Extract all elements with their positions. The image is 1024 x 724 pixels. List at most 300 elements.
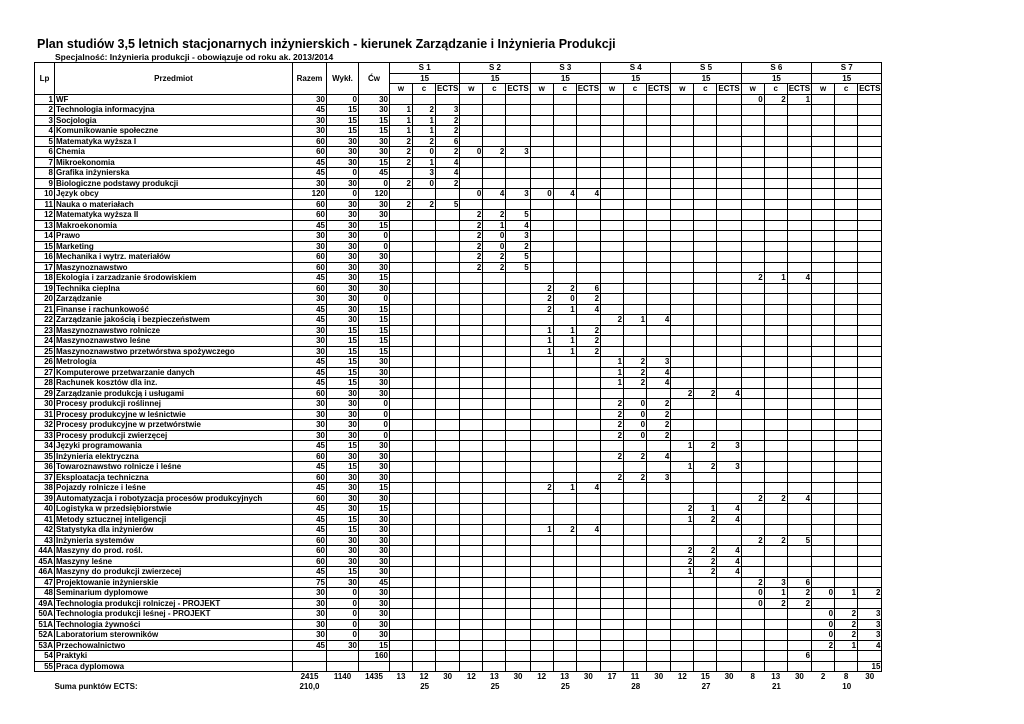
row-sem-lecture: [671, 315, 694, 326]
row-sem-exercise: [553, 640, 576, 651]
table-row: [35, 252, 882, 263]
row-sem-lecture: [530, 388, 553, 399]
row-subject-name: Makroekonomia: [55, 220, 293, 231]
row-sem-lecture: [460, 388, 483, 399]
row-sem-lecture: [530, 556, 553, 567]
row-lecture-hours: [327, 661, 359, 672]
row-sem-exercise: [835, 346, 858, 357]
row-lp: 11: [35, 199, 55, 210]
row-sem-exercise: [764, 504, 787, 515]
header-weeks: 15: [460, 73, 530, 84]
row-sem-exercise: [483, 661, 506, 672]
row-sem-ects: [436, 577, 460, 588]
row-sem-lecture: [601, 273, 624, 284]
totals-sem-value: 12: [537, 672, 547, 682]
row-sem-exercise: [835, 514, 858, 525]
row-lp: 2: [35, 105, 55, 116]
row-sem-exercise: [483, 168, 506, 179]
row-sem-exercise: [413, 231, 436, 242]
row-lp: 17: [35, 262, 55, 273]
row-sem-ects: [858, 294, 882, 305]
table-row: [35, 210, 882, 221]
row-sem-ects: [436, 399, 460, 410]
row-sem-exercise: 1: [553, 325, 576, 336]
header-sub-w: w: [741, 84, 764, 95]
row-sem-ects: [858, 178, 882, 189]
row-sem-ects: 2: [787, 588, 811, 599]
row-sem-lecture: [601, 115, 624, 126]
row-sem-exercise: [483, 346, 506, 357]
row-sem-exercise: [694, 598, 717, 609]
table-row: [35, 262, 882, 273]
row-sem-lecture: [460, 535, 483, 546]
row-sem-ects: [576, 168, 600, 179]
row-sem-exercise: [483, 472, 506, 483]
row-sem-ects: 2: [506, 241, 530, 252]
row-total-hours: 30: [293, 619, 327, 630]
row-lp: 53A: [35, 640, 55, 651]
table-row: [35, 630, 882, 641]
row-sem-ects: [858, 210, 882, 221]
row-sem-ects: [717, 378, 741, 389]
row-sem-ects: [787, 388, 811, 399]
row-sem-ects: [858, 556, 882, 567]
row-sem-ects: [858, 231, 882, 242]
row-subject-name: Rachunek kosztów dla inz.: [55, 378, 293, 389]
row-sem-ects: [506, 105, 530, 116]
row-sem-exercise: [624, 262, 647, 273]
row-sem-ects: [647, 630, 671, 641]
row-sem-ects: [436, 472, 460, 483]
row-sem-lecture: [741, 126, 764, 137]
row-sem-exercise: [694, 451, 717, 462]
row-sem-lecture: 2: [390, 147, 413, 158]
row-subject-name: Inżynieria elektryczna: [55, 451, 293, 462]
row-sem-exercise: [553, 357, 576, 368]
row-sem-exercise: 3: [413, 168, 436, 179]
row-total-hours: 30: [293, 630, 327, 641]
row-sem-ects: [576, 315, 600, 326]
row-sem-lecture: 1: [390, 105, 413, 116]
table-row: [35, 147, 882, 158]
row-sem-lecture: [390, 241, 413, 252]
row-sem-ects: [576, 157, 600, 168]
row-sem-exercise: [553, 241, 576, 252]
row-sem-ects: [647, 640, 671, 651]
row-sem-ects: 2: [787, 598, 811, 609]
row-sem-lecture: [741, 609, 764, 620]
table-row: [35, 598, 882, 609]
row-subject-name: Mikroekonomia: [55, 157, 293, 168]
ects-sum-semester: 25: [560, 681, 570, 691]
row-sem-lecture: [671, 147, 694, 158]
row-sem-exercise: [764, 651, 787, 662]
header-subject: Przedmiot: [55, 63, 293, 95]
row-sem-lecture: [530, 115, 553, 126]
row-sem-ects: [436, 451, 460, 462]
row-sem-lecture: [671, 168, 694, 179]
ects-sum-semester: 21: [771, 681, 781, 691]
row-sem-ects: [436, 546, 460, 557]
row-sem-lecture: [741, 630, 764, 641]
row-sem-exercise: 1: [483, 220, 506, 231]
row-sem-exercise: [553, 315, 576, 326]
row-sem-ects: [506, 367, 530, 378]
row-sem-ects: [858, 577, 882, 588]
row-sem-exercise: [624, 220, 647, 231]
row-lecture-hours: 0: [327, 94, 359, 105]
row-exercise-hours: 30: [359, 525, 390, 536]
row-sem-ects: [858, 462, 882, 473]
row-sem-ects: [717, 630, 741, 641]
row-exercise-hours: 0: [359, 430, 390, 441]
row-lp: 25: [35, 346, 55, 357]
row-exercise-hours: 0: [359, 178, 390, 189]
row-sem-ects: [436, 367, 460, 378]
row-sem-exercise: [694, 661, 717, 672]
row-sem-lecture: [601, 189, 624, 200]
row-sem-ects: [576, 493, 600, 504]
row-sem-ects: 4: [576, 483, 600, 494]
row-sem-exercise: [413, 619, 436, 630]
row-exercise-hours: 30: [359, 388, 390, 399]
row-sem-exercise: [553, 588, 576, 599]
row-sem-lecture: [530, 262, 553, 273]
row-sem-ects: [787, 546, 811, 557]
row-sem-exercise: 2: [413, 199, 436, 210]
row-sem-ects: [717, 252, 741, 263]
row-sem-ects: [717, 273, 741, 284]
row-total-hours: 30: [293, 430, 327, 441]
row-exercise-hours: 45: [359, 168, 390, 179]
row-sem-exercise: [764, 483, 787, 494]
row-sem-lecture: 1: [390, 115, 413, 126]
row-sem-ects: [787, 409, 811, 420]
row-sem-lecture: [741, 514, 764, 525]
row-sem-ects: [858, 472, 882, 483]
row-sem-exercise: [624, 588, 647, 599]
row-sem-exercise: [764, 357, 787, 368]
row-sem-exercise: 1: [624, 315, 647, 326]
row-total-hours: 60: [293, 283, 327, 294]
row-sem-ects: [436, 525, 460, 536]
row-sem-ects: [436, 640, 460, 651]
row-sem-ects: 2: [436, 178, 460, 189]
row-sem-exercise: [413, 294, 436, 305]
row-sem-exercise: [764, 252, 787, 263]
row-sem-lecture: [390, 409, 413, 420]
header-sub-c: c: [553, 84, 576, 95]
row-sem-lecture: [812, 441, 835, 452]
totals-sem-value: 13: [560, 672, 570, 682]
row-sem-exercise: [413, 609, 436, 620]
row-lp: 16: [35, 252, 55, 263]
row-sem-ects: [576, 199, 600, 210]
row-sem-ects: [436, 210, 460, 221]
table-row: [35, 105, 882, 116]
row-sem-lecture: [460, 105, 483, 116]
row-sem-ects: [858, 220, 882, 231]
row-sem-lecture: [812, 115, 835, 126]
table-row: [35, 325, 882, 336]
row-sem-exercise: [483, 462, 506, 473]
row-sem-ects: [647, 598, 671, 609]
row-subject-name: Praca dyplomowa: [55, 661, 293, 672]
row-sem-lecture: [671, 399, 694, 410]
row-sem-ects: 3: [858, 609, 882, 620]
row-sem-lecture: [390, 598, 413, 609]
row-lp: 47: [35, 577, 55, 588]
row-sem-exercise: [413, 430, 436, 441]
row-sem-ects: 4: [787, 273, 811, 284]
row-sem-exercise: 2: [483, 252, 506, 263]
row-sem-lecture: 2: [530, 304, 553, 315]
row-sem-exercise: [694, 136, 717, 147]
row-lecture-hours: 15: [327, 514, 359, 525]
table-row: [35, 472, 882, 483]
row-lecture-hours: 15: [327, 325, 359, 336]
row-sem-exercise: 0: [624, 420, 647, 431]
row-sem-exercise: [624, 441, 647, 452]
table-row: [35, 283, 882, 294]
row-sem-ects: [858, 283, 882, 294]
row-sem-lecture: [741, 451, 764, 462]
row-sem-exercise: [835, 231, 858, 242]
row-sem-lecture: [460, 598, 483, 609]
row-sem-exercise: [483, 157, 506, 168]
row-sem-ects: [787, 556, 811, 567]
row-sem-exercise: 4: [483, 189, 506, 200]
row-sem-ects: [858, 241, 882, 252]
row-sem-lecture: [530, 651, 553, 662]
row-sem-lecture: [390, 504, 413, 515]
row-sem-lecture: [601, 651, 624, 662]
row-subject-name: Procesy produkcyjne w leśnictwie: [55, 409, 293, 420]
row-sem-ects: [787, 525, 811, 536]
header-sub-ects: ECTS: [437, 84, 459, 94]
row-sem-ects: [717, 609, 741, 620]
row-sem-exercise: [483, 567, 506, 578]
row-sem-lecture: 2: [671, 546, 694, 557]
row-sem-exercise: [483, 556, 506, 567]
row-sem-ects: [436, 493, 460, 504]
row-sem-ects: [717, 493, 741, 504]
row-sem-lecture: [460, 157, 483, 168]
row-sem-lecture: [671, 483, 694, 494]
row-lecture-hours: 30: [327, 420, 359, 431]
row-lecture-hours: 30: [327, 178, 359, 189]
row-sem-lecture: [741, 315, 764, 326]
row-lecture-hours: 30: [327, 483, 359, 494]
row-sem-lecture: 0: [530, 189, 553, 200]
row-sem-exercise: [764, 546, 787, 557]
row-sem-exercise: [694, 577, 717, 588]
row-sem-exercise: [764, 105, 787, 116]
row-sem-exercise: 1: [835, 640, 858, 651]
row-sem-ects: [506, 199, 530, 210]
row-sem-exercise: [624, 189, 647, 200]
row-sem-exercise: [835, 420, 858, 431]
row-sem-lecture: [460, 504, 483, 515]
row-sem-lecture: [671, 115, 694, 126]
row-sem-exercise: [413, 283, 436, 294]
row-sem-exercise: [764, 168, 787, 179]
row-sem-exercise: [553, 231, 576, 242]
row-sem-lecture: [671, 262, 694, 273]
row-sem-ects: [576, 546, 600, 557]
row-sem-lecture: [671, 126, 694, 137]
row-lecture-hours: 30: [327, 283, 359, 294]
row-sem-exercise: [624, 661, 647, 672]
row-sem-exercise: [413, 94, 436, 105]
row-sem-ects: 2: [576, 294, 600, 305]
ects-sum-label: Suma punktów ECTS:: [54, 681, 138, 691]
row-sem-exercise: 2: [624, 451, 647, 462]
row-sem-exercise: [553, 273, 576, 284]
row-sem-lecture: [741, 483, 764, 494]
row-sem-ects: [506, 304, 530, 315]
row-sem-exercise: [413, 409, 436, 420]
row-sem-exercise: [413, 462, 436, 473]
row-sem-ects: [576, 241, 600, 252]
row-sem-lecture: [460, 556, 483, 567]
row-sem-exercise: [624, 147, 647, 158]
row-sem-ects: [647, 577, 671, 588]
row-sem-ects: [576, 210, 600, 221]
row-sem-lecture: [460, 619, 483, 630]
header-semester: S 6: [741, 63, 811, 74]
row-sem-lecture: [601, 483, 624, 494]
row-sem-lecture: [741, 220, 764, 231]
row-total-hours: 45: [293, 105, 327, 116]
row-lecture-hours: 15: [327, 115, 359, 126]
row-sem-exercise: [694, 315, 717, 326]
row-sem-lecture: 2: [390, 157, 413, 168]
row-lecture-hours: 30: [327, 147, 359, 158]
row-exercise-hours: 15: [359, 115, 390, 126]
row-lp: 24: [35, 336, 55, 347]
ects-sum-semester: 25: [420, 681, 430, 691]
row-sem-ects: [647, 94, 671, 105]
row-sem-exercise: [624, 336, 647, 347]
row-sem-ects: 2: [647, 430, 671, 441]
row-lp: 40: [35, 504, 55, 515]
row-sem-lecture: [460, 126, 483, 137]
row-sem-ects: [787, 220, 811, 231]
row-sem-ects: [576, 577, 600, 588]
row-sem-exercise: [835, 252, 858, 263]
row-sem-lecture: [460, 273, 483, 284]
row-lecture-hours: 30: [327, 546, 359, 557]
row-lecture-hours: 30: [327, 451, 359, 462]
row-sem-exercise: [553, 378, 576, 389]
row-subject-name: Języki programowania: [55, 441, 293, 452]
row-sem-lecture: [530, 315, 553, 326]
row-sem-ects: [576, 661, 600, 672]
header-sub-w: w: [812, 84, 835, 95]
row-sem-lecture: [460, 567, 483, 578]
row-sem-ects: [576, 147, 600, 158]
row-sem-lecture: [601, 462, 624, 473]
row-sem-lecture: [601, 504, 624, 515]
row-sem-ects: [787, 609, 811, 620]
row-total-hours: 45: [293, 462, 327, 473]
row-total-hours: [293, 651, 327, 662]
row-sem-lecture: [671, 430, 694, 441]
row-lp: 30: [35, 399, 55, 410]
row-sem-lecture: [390, 430, 413, 441]
row-sem-exercise: 2: [764, 94, 787, 105]
row-sem-ects: [717, 325, 741, 336]
row-subject-name: Maszynoznawstwo przetwórstwa spożywczego: [55, 346, 293, 357]
row-sem-lecture: [390, 441, 413, 452]
row-subject-name: Zarządzanie jakością i bezpieczeństwem: [55, 315, 293, 326]
row-sem-exercise: [764, 367, 787, 378]
row-sem-exercise: [835, 483, 858, 494]
row-sem-ects: 4: [647, 378, 671, 389]
row-lecture-hours: 30: [327, 262, 359, 273]
row-sem-ects: [717, 346, 741, 357]
row-sem-lecture: 2: [390, 199, 413, 210]
header-sub-c: c: [413, 84, 436, 95]
totals-sem-value: 30: [794, 672, 804, 682]
row-sem-exercise: [624, 493, 647, 504]
row-lp: 19: [35, 283, 55, 294]
row-sem-lecture: [460, 409, 483, 420]
table-row: [35, 357, 882, 368]
row-lp: 28: [35, 378, 55, 389]
row-lecture-hours: 15: [327, 567, 359, 578]
row-sem-ects: [576, 367, 600, 378]
row-lp: 8: [35, 168, 55, 179]
row-sem-exercise: [483, 598, 506, 609]
row-sem-exercise: [413, 262, 436, 273]
row-sem-lecture: [671, 535, 694, 546]
row-sem-ects: [858, 535, 882, 546]
row-sem-lecture: [460, 399, 483, 410]
row-subject-name: Maszyny leśne: [55, 556, 293, 567]
row-sem-ects: [717, 157, 741, 168]
table-row: [35, 346, 882, 357]
row-sem-ects: [506, 504, 530, 515]
row-exercise-hours: 30: [359, 252, 390, 263]
row-exercise-hours: 0: [359, 241, 390, 252]
row-sem-exercise: [764, 609, 787, 620]
row-sem-exercise: [694, 231, 717, 242]
header-sub-ects: ECTS: [507, 84, 529, 94]
row-lp: 26: [35, 357, 55, 368]
row-sem-lecture: [460, 420, 483, 431]
row-sem-ects: 6: [436, 136, 460, 147]
row-sem-exercise: [835, 598, 858, 609]
row-sem-lecture: [671, 241, 694, 252]
row-exercise-hours: 15: [359, 126, 390, 137]
table-row: [35, 136, 882, 147]
row-sem-lecture: 2: [530, 483, 553, 494]
row-sem-exercise: [483, 283, 506, 294]
row-sem-ects: [717, 241, 741, 252]
row-sem-exercise: [553, 651, 576, 662]
row-sem-ects: [717, 189, 741, 200]
row-sem-lecture: [741, 661, 764, 672]
row-lecture-hours: 30: [327, 472, 359, 483]
row-sem-lecture: [530, 378, 553, 389]
row-sem-exercise: [694, 409, 717, 420]
row-sem-ects: [647, 231, 671, 242]
row-sem-ects: [647, 325, 671, 336]
row-sem-lecture: [390, 231, 413, 242]
row-sem-ects: [576, 399, 600, 410]
